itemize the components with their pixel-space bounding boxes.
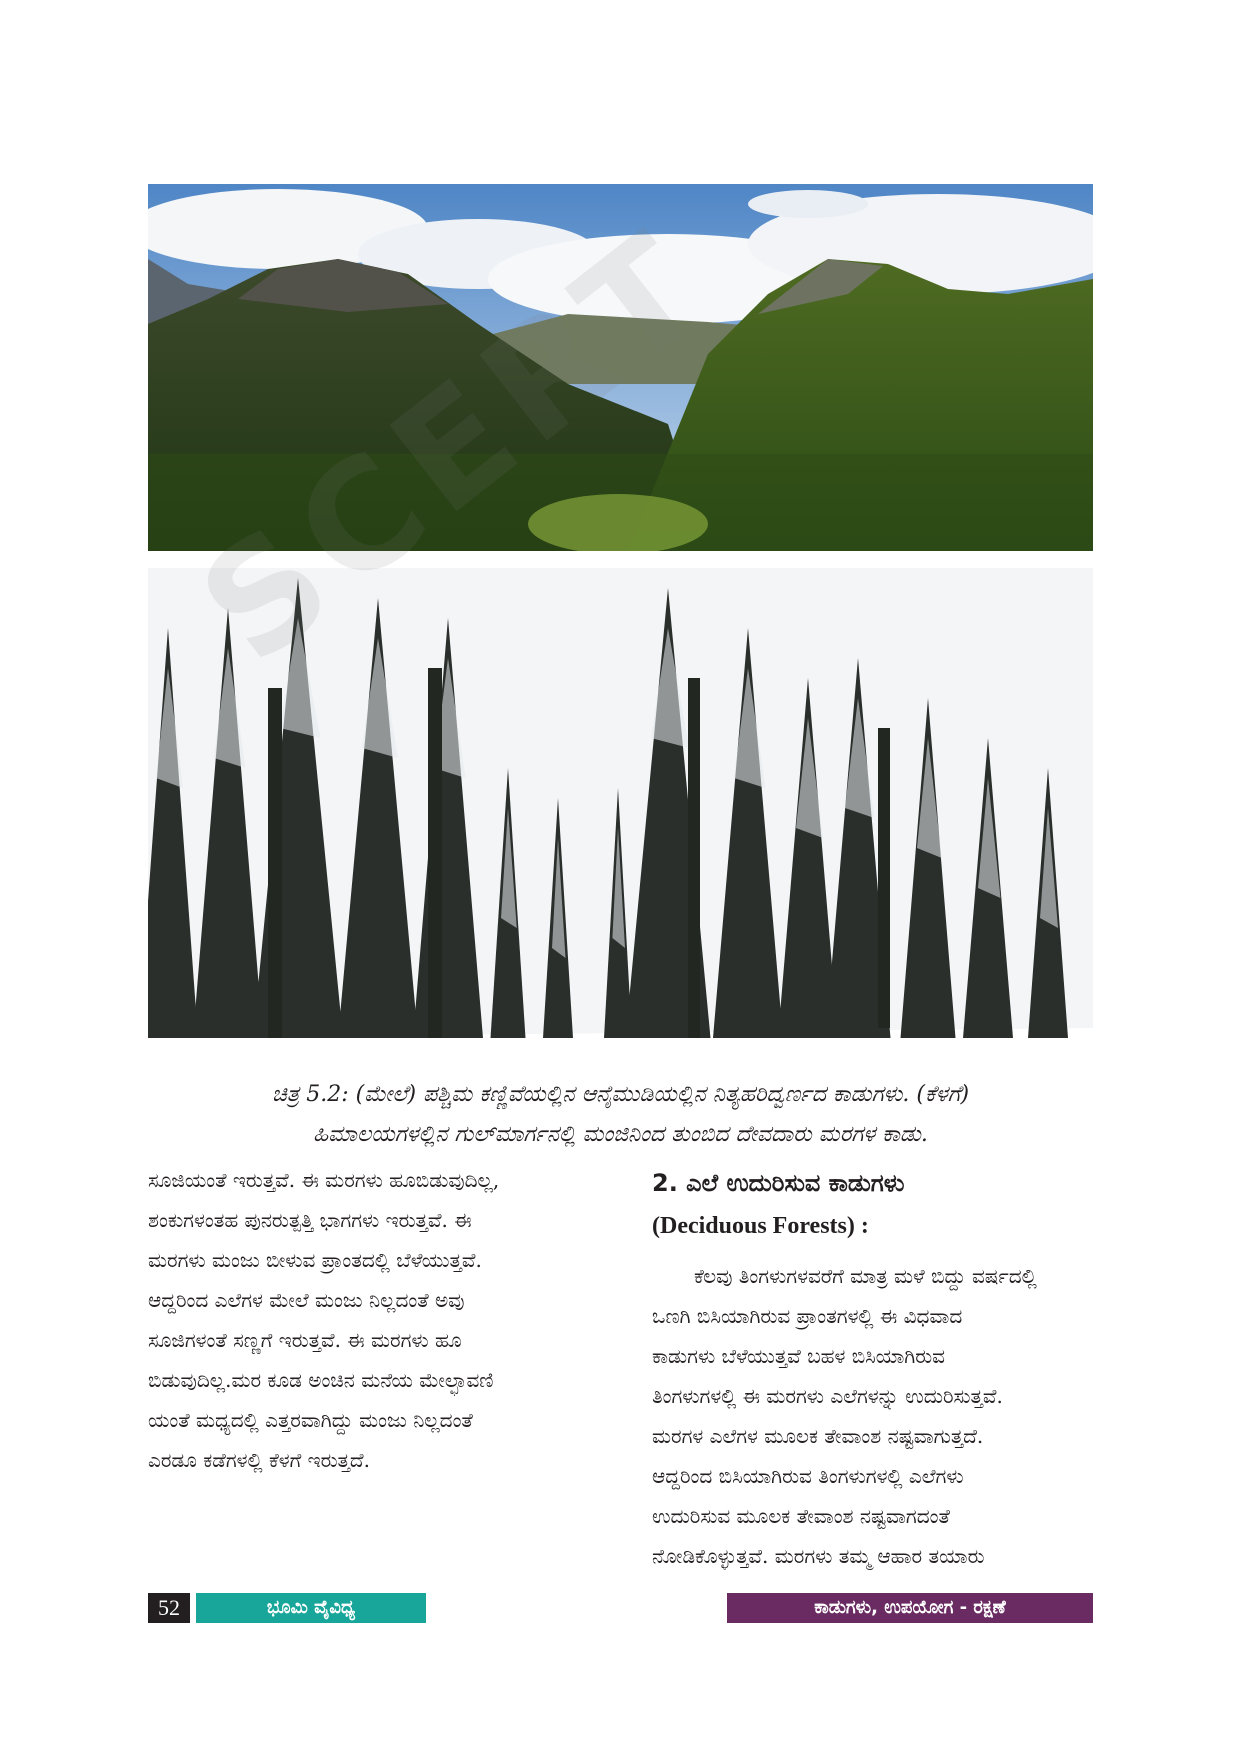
left-text-line: ಮರಗಳು ಮಂಜು ಬೀಳುವ ಪ್ರಾಂತದಲ್ಲಿ ಬೆಳೆಯುತ್ತವೆ. <box>148 1248 482 1272</box>
caption-line-2: ಹಿಮಾಲಯಗಳಲ್ಲಿನ ಗುಲ್‌ಮಾರ್ಗನಲ್ಲಿ ಮಂಜಿನಿಂದ ತುಂಬಿದ ದೇವದಾರು ಮರಗಳ ಕಾಡು. <box>313 1122 928 1147</box>
right-text-line: ತಿಂಗಳುಗಳಲ್ಲಿ ಈ ಮರಗಳು ಎಲೆಗಳನ್ನು ಉದುರಿಸುತ್ತವೆ. <box>652 1384 1003 1408</box>
left-text-line: ಶಂಕುಗಳಂತಹ ಪುನರುತ್ಪತ್ತಿ ಭಾಗಗಳು ಇರುತ್ತವೆ. ಈ <box>148 1208 472 1232</box>
snowy-deodar-forest-photo <box>148 568 1093 1073</box>
right-text-line: ಕೆಲವು ತಿಂಗಳುಗಳವರೆಗೆ ಮಾತ್ರ ಮಳೆ ಬಿದ್ದು ವರ್ಷದಲ್ಲಿ <box>694 1264 1037 1288</box>
left-text-line: ಸೂಜಿಯಂತೆ ಇರುತ್ತವೆ. ಈ ಮರಗಳು ಹೂಬಿಡುವುದಿಲ್ಲ, <box>148 1168 500 1192</box>
footer-chapter-title: ಕಾಡುಗಳು, ಉಪಯೋಗ - ರಕ್ಷಣೆ <box>727 1593 1093 1623</box>
section-heading: 2. ಎಲೆ ಉದುರಿಸುವ ಕಾಡುಗಳು <box>652 1169 905 1197</box>
left-text-line: ಎರಡೂ ಕಡೆಗಳಲ್ಲಿ ಕೆಳಗೆ ಇರುತ್ತದೆ. <box>148 1448 370 1472</box>
left-text-line: ಬಿಡುವುದಿಲ್ಲ.ಮರ ಕೂಡ ಅಂಚಿನ ಮನೆಯ ಮೇಲ್ಛಾವಣಿ <box>148 1368 494 1392</box>
evergreen-forest-photo <box>148 184 1093 551</box>
right-text-line: ಆದ್ದರಿಂದ ಬಿಸಿಯಾಗಿರುವ ತಿಂಗಳುಗಳಲ್ಲಿ ಎಲೆಗಳು <box>652 1464 964 1488</box>
page-number: 52 <box>148 1593 190 1623</box>
right-text-line: ನೋಡಿಕೊಳ್ಳುತ್ತವೆ. ಮರಗಳು ತಮ್ಮ ಆಹಾರ ತಯಾರು <box>652 1544 985 1568</box>
caption-line-1: ಚಿತ್ರ 5.2: (ಮೇಲೆ) ಪಶ್ಚಿಮ ಕಣ್ಣಿವೆಯಲ್ಲಿನ ಆನೈಮುಡಿಯಲ್ಲಿನ ನಿತ್ಯಹರಿದ್ವರ್ಣದ ಕಾಡುಗಳು. (ಕೆಳಗೆ) <box>271 1082 970 1107</box>
figure-caption <box>148 1075 1093 1155</box>
section-heading-english: (Deciduous Forests) : <box>652 1213 869 1239</box>
left-column <box>148 1160 593 1480</box>
footer-book-title: ಭೂಮಿ ವೈವಿಧ್ಯ <box>196 1593 426 1623</box>
right-column <box>652 1160 1097 1576</box>
right-text-line: ಉದುರಿಸುವ ಮೂಲಕ ತೇವಾಂಶ ನಷ್ಟವಾಗದಂತೆ <box>652 1504 950 1528</box>
left-text-line: ಸೂಜಿಗಳಂತೆ ಸಣ್ಣಗೆ ಇರುತ್ತವೆ. ಈ ಮರಗಳು ಹೂ <box>148 1328 462 1352</box>
left-text-line: ಆದ್ದರಿಂದ ಎಲೆಗಳ ಮೇಲೆ ಮಂಜು ನಿಲ್ಲದಂತೆ ಅವು <box>148 1288 465 1312</box>
left-text-line: ಯಂತೆ ಮಧ್ಯದಲ್ಲಿ ಎತ್ತರವಾಗಿದ್ದು ಮಂಜು ನಿಲ್ಲದಂತೆ <box>148 1408 473 1432</box>
right-text-line: ಮರಗಳ ಎಲೆಗಳ ಮೂಲಕ ತೇವಾಂಶ ನಷ್ಟವಾಗುತ್ತದೆ. <box>652 1424 984 1448</box>
right-text-line: ಒಣಗಿ ಬಿಸಿಯಾಗಿರುವ ಪ್ರಾಂತಗಳಲ್ಲಿ ಈ ವಿಧವಾದ <box>652 1304 963 1328</box>
right-text-line: ಕಾಡುಗಳು ಬೆಳೆಯುತ್ತವೆ ಬಹಳ ಬಿಸಿಯಾಗಿರುವ <box>652 1344 945 1368</box>
